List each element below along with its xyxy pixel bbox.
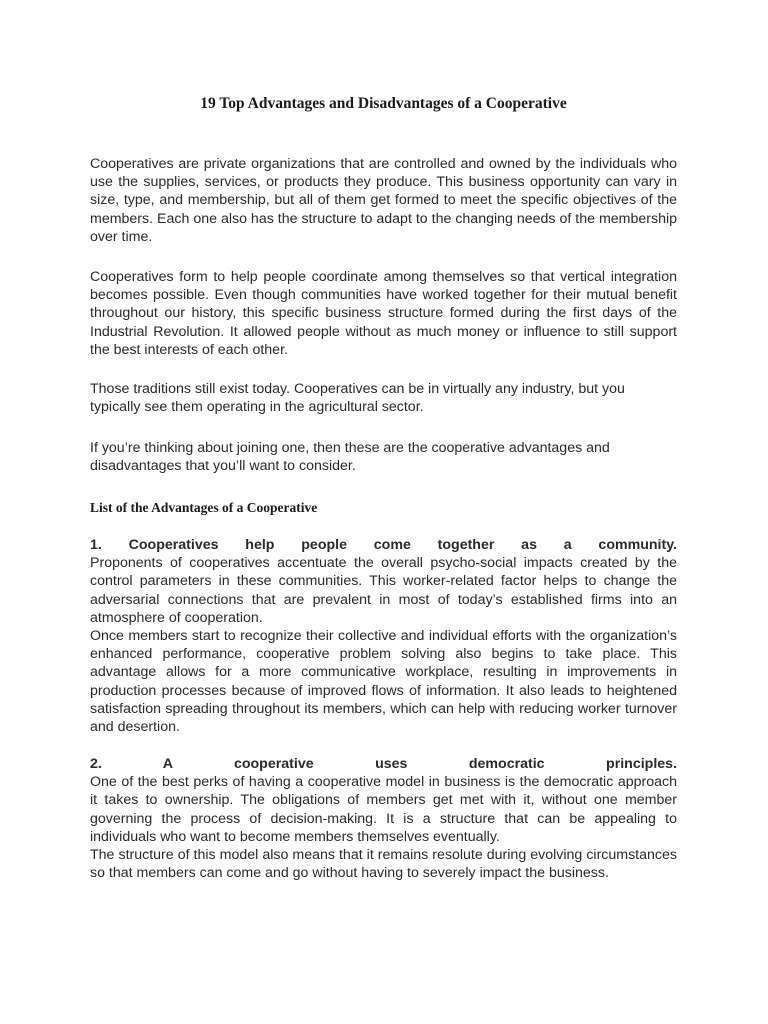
advantage-item-2 (90, 755, 677, 882)
advantage-item-1-paragraph-2: Once members start to recognize their collective and individual efforts with the organization’s enhanced performance, cooperative problem solving also begins to take place. This advantage allows for a more communicative workplace, resulting in improvements in production processes because of improved flows of information. It also leads to heightened satisfaction spreading throughout its members, which can help with reducing worker turnover and desertion. (90, 628, 677, 736)
advantages-section-heading: List of the Advantages of a Cooperative (90, 500, 318, 515)
advantage-item-1-paragraph-1: Proponents of cooperatives accentuate the overall psycho-social impacts created by the control parameters in these communities. This worker-related factor helps to change the adversarial connections that are prevalent in most of today’s established firms into an atmosphere of cooperation. (90, 555, 677, 626)
intro-paragraph-1: Cooperatives are private organizations that are controlled and owned by the individuals who use the supplies, services, or products they produce. This business opportunity can vary in size, type, and membership, but all of them get formed to meet the specific objectives of the members. Each one also has the structure to adapt to the changing needs of the membership over time. (90, 156, 677, 245)
document-title: 19 Top Advantages and Disadvantages of a Cooperative (200, 95, 567, 112)
advantage-item-2-heading: 2. A cooperative uses democratic principles. (90, 756, 677, 772)
advantage-item-1 (90, 536, 677, 736)
intro-paragraph-2: Cooperatives form to help people coordinate among themselves so that vertical integration becomes possible. Even though communities have worked together for their mutual benefit throughout our history, this specific business structure formed during the first days of the Industrial Revolution. It allowed people without as much money or influence to still support the best interests of each other. (90, 269, 677, 358)
advantage-item-2-paragraph-1: One of the best perks of having a cooperative model in business is the democratic approach it takes to ownership. The obligations of members get met with it, without one member governing the process of decision-making. It is a structure that can be appealing to individuals who want to become members themselves eventually. (90, 774, 677, 845)
intro-paragraph-4: If you’re thinking about joining one, then these are the cooperative advantages and disadvantages that you’ll want to consider. (90, 440, 610, 475)
intro-paragraph-3: Those traditions still exist today. Cooperatives can be in virtually any industry, but you typically see them operating in the agricultural sector. (90, 381, 625, 416)
advantage-item-1-heading: 1. Cooperatives help people come together as a community. (90, 537, 677, 553)
advantage-item-2-paragraph-2: The structure of this model also means that it remains resolute during evolving circumstances so that members can come and go without having to severely impact the business. (90, 847, 677, 882)
